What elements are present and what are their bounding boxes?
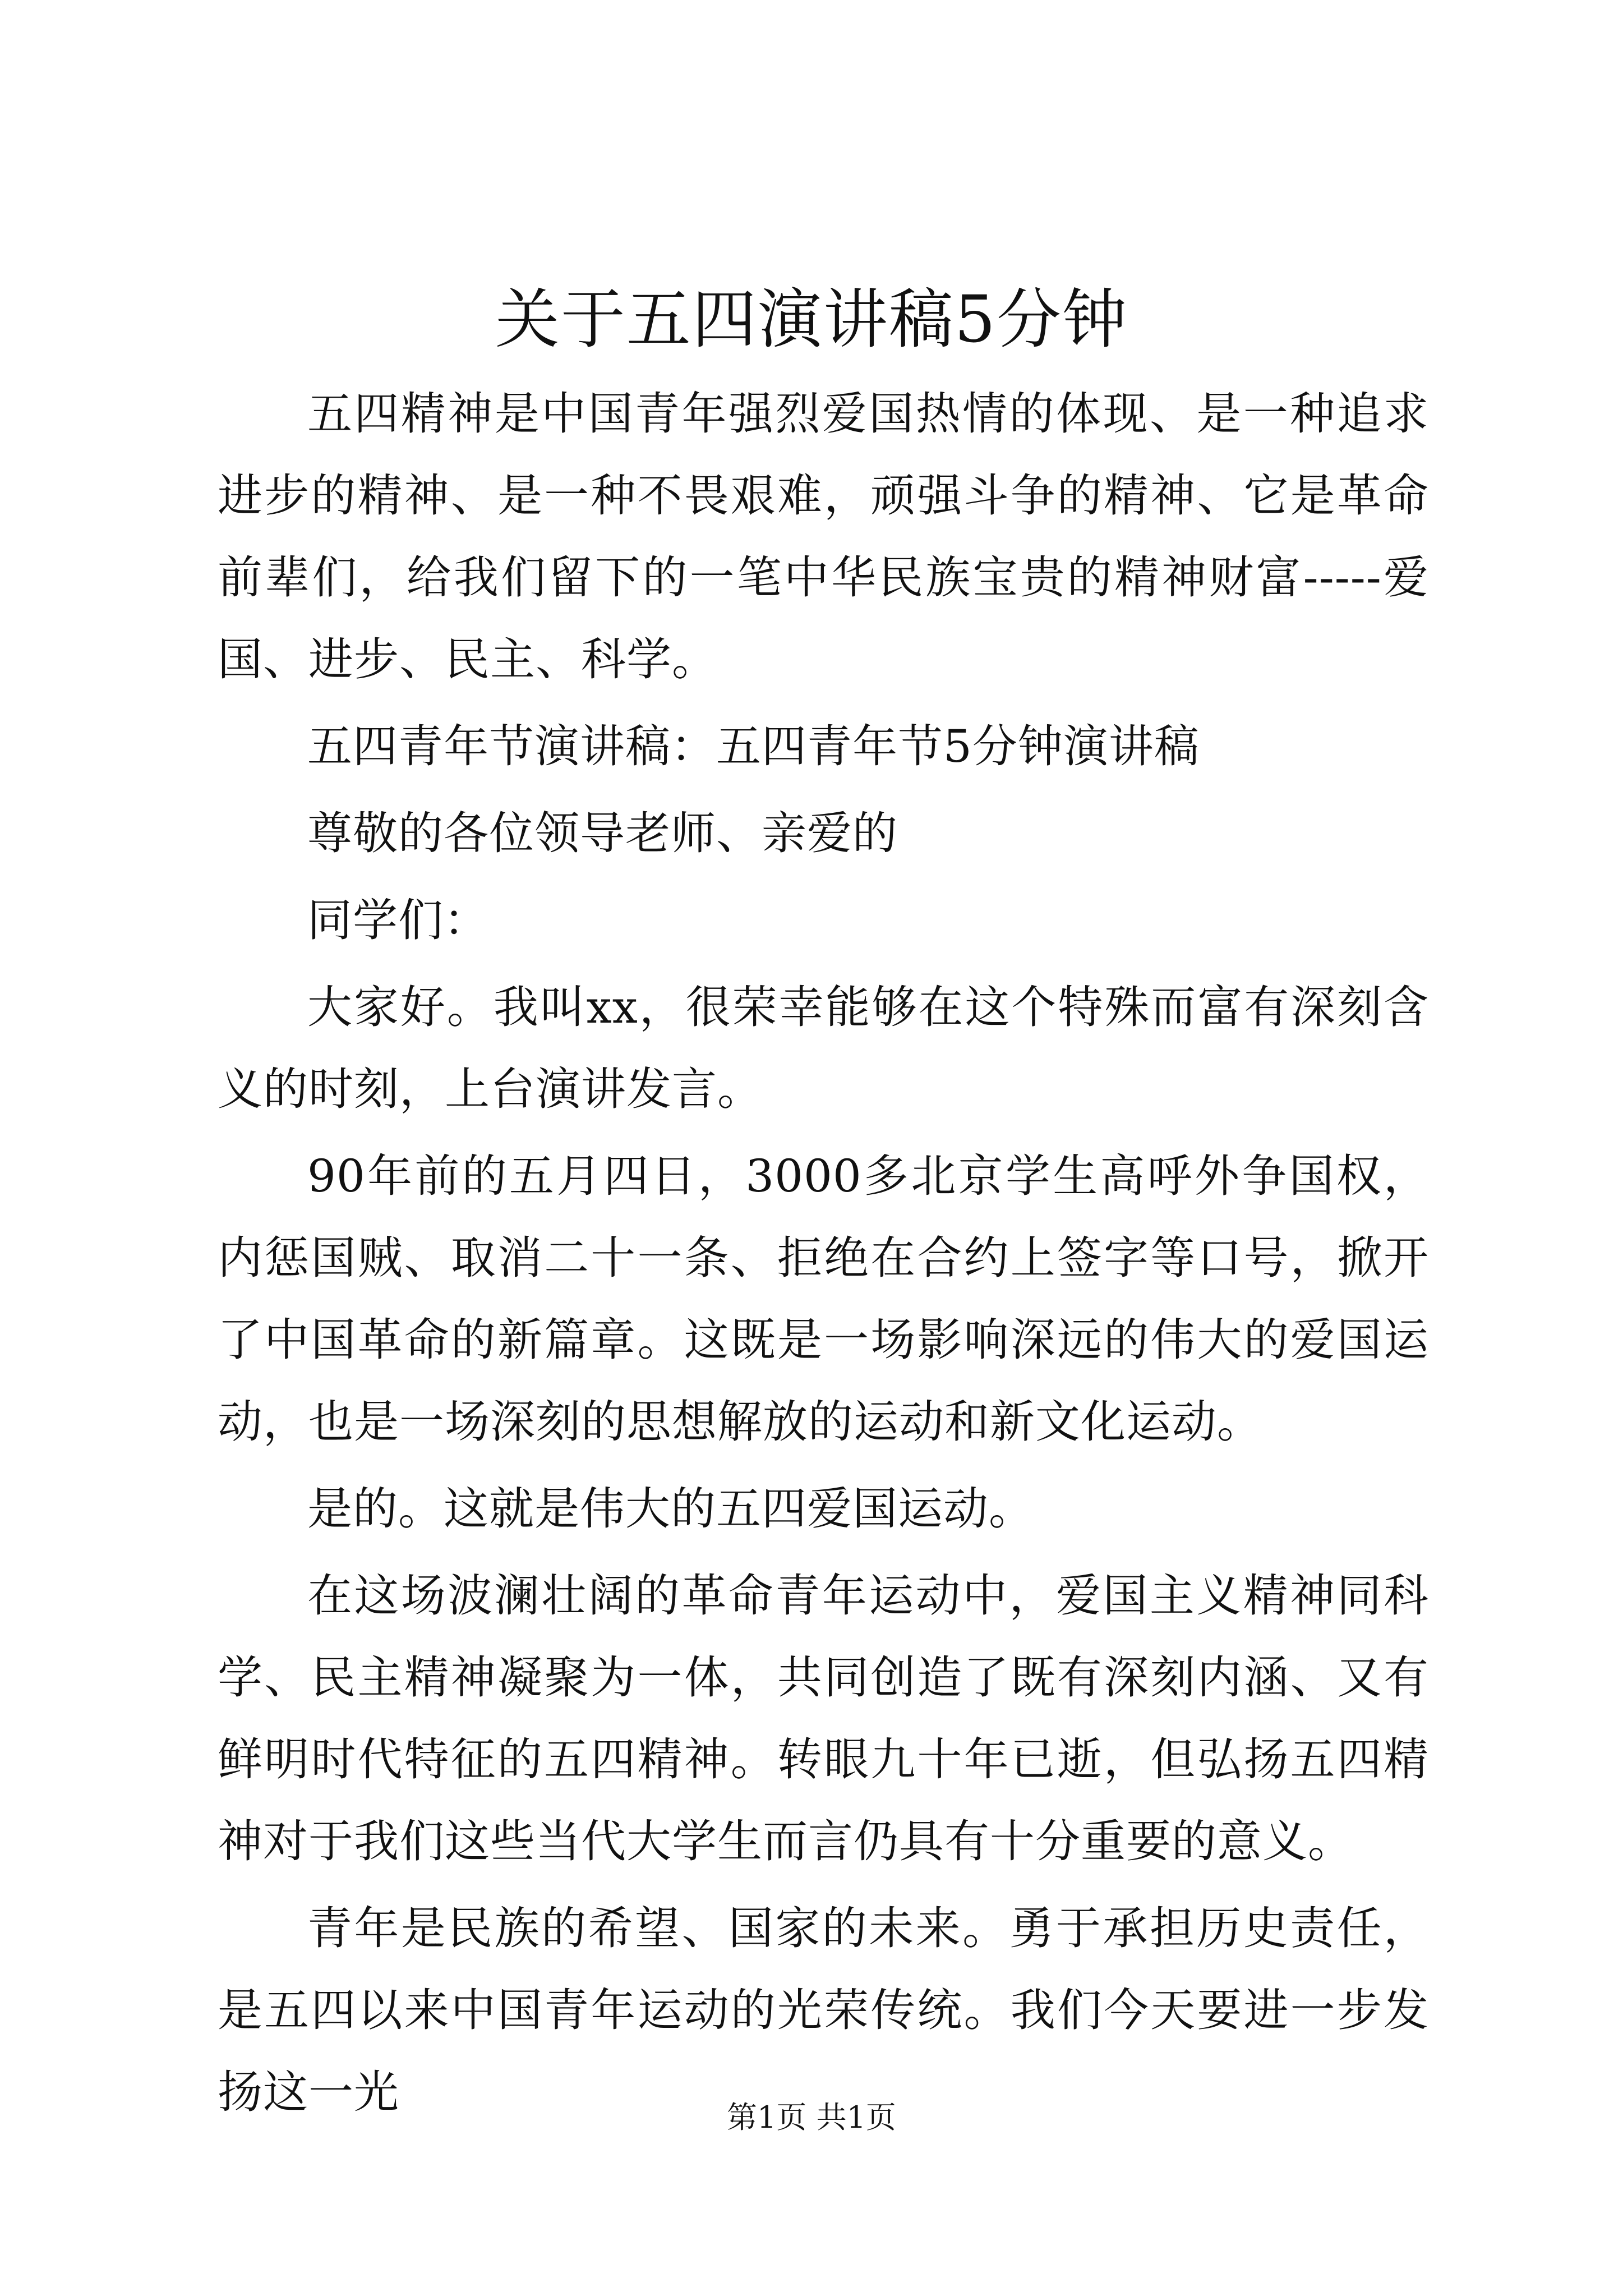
paragraph: 在这场波澜壮阔的革命青年运动中，爱国主义精神同科学、民主精神凝聚为一体，共同创造了既有深刻内涵、又有鲜明时代特征的五四精神。转眼九十年已逝，但弘扬五四精神对于我们这些当代大学生而言仍具有十分重要的意义。 [218, 1570, 1429, 1867]
paragraph: 五四青年节演讲稿：五四青年节5分钟演讲稿 [307, 720, 1200, 772]
paragraph: 尊敬的各位领导老师、亲爱的 [307, 807, 898, 859]
paragraph: 青年是民族的希望、国家的未来。勇于承担历史责任，是五四以来中国青年运动的光荣传统。我们今天要进一步发扬这一光 [218, 1902, 1429, 2118]
page-footer: 第1页 共1页 [727, 2100, 896, 2135]
document-body [218, 373, 1429, 2138]
paragraph: 大家好。我叫xx，很荣幸能够在这个特殊而富有深刻含义的时刻，上台演讲发言。 [218, 981, 1429, 1115]
paragraph: 五四精神是中国青年强烈爱国热情的体现、是一种追求进步的精神、是一种不畏艰难，顽强斗争的精神、它是革命前辈们，给我们留下的一笔中华民族宝贵的精神财富-----爱国、进步、民主、科学。 [218, 388, 1429, 685]
paragraph: 同学们： [307, 894, 489, 946]
paragraph: 90年前的五月四日，3000多北京学生高呼外争国权，内惩国贼、取消二十一条、拒绝在合约上签字等口号，掀开了中国革命的新篇章。这既是一场影响深远的伟大的爱国运动，也是一场深刻的思想解放的运动和新文化运动。 [218, 1150, 1429, 1448]
paragraph: 是的。这就是伟大的五四爱国运动。 [307, 1483, 1034, 1535]
document-title: 关于五四演讲稿5分钟 [495, 282, 1128, 357]
